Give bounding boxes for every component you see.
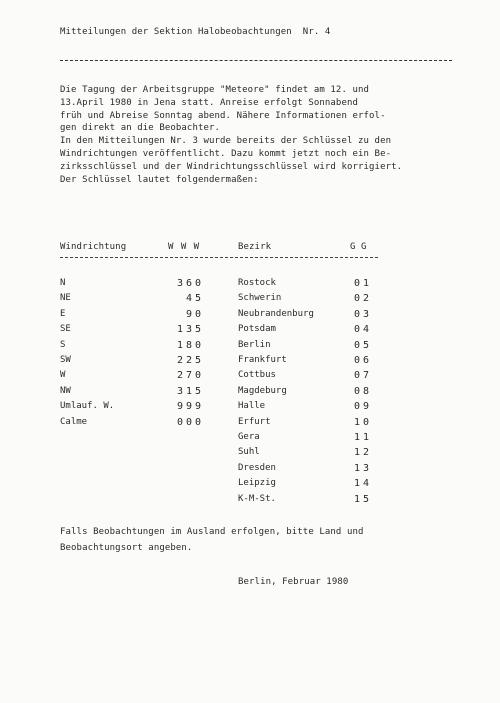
- document-title: Mitteilungen der Sektion Halobeobachtungen Nr. 4: [60, 27, 331, 37]
- footer-paragraph: Falls Beobachtungen im Ausland erfolgen, bitte Land und Beobachtungsort angeben.: [60, 527, 364, 553]
- direction-code: 45: [185, 293, 204, 305]
- district-code: 13: [353, 462, 372, 474]
- district-label: Frankfurt: [238, 355, 287, 365]
- district-code: 01: [353, 278, 372, 289]
- direction-label: N: [60, 278, 66, 288]
- direction-label: Calme: [60, 416, 88, 427]
- table-header-divider: [60, 257, 378, 258]
- district-code: 05: [353, 339, 372, 351]
- district-label: Potsdam: [238, 324, 276, 335]
- header-bezirk: Bezirk: [238, 242, 272, 252]
- district-label: Berlin: [238, 339, 271, 350]
- direction-code: 180: [176, 339, 204, 351]
- district-label: Erfurt: [238, 416, 271, 427]
- district-label: Dresden: [238, 462, 276, 473]
- district-code: 04: [353, 324, 372, 336]
- direction-label: SE: [60, 324, 71, 335]
- direction-code: 135: [176, 324, 204, 336]
- direction-code: 000: [176, 416, 204, 428]
- direction-code: 270: [176, 370, 204, 382]
- district-code: 15: [353, 493, 372, 505]
- district-code: 14: [353, 478, 372, 490]
- header-gg: G G: [350, 242, 367, 252]
- district-label: Cottbus: [238, 370, 276, 381]
- direction-label: Umlauf. W.: [60, 401, 115, 412]
- direction-code: 225: [176, 355, 204, 366]
- direction-label: E: [60, 308, 66, 319]
- header-code: W W W: [168, 242, 201, 252]
- district-label: Schwerin: [238, 293, 282, 304]
- direction-code: 360: [176, 278, 204, 289]
- signature-line: Berlin, Februar 1980: [238, 577, 349, 587]
- direction-code: 999: [176, 401, 204, 413]
- direction-label: S: [60, 339, 66, 350]
- body-paragraph: Die Tagung der Arbeitsgruppe "Meteore" findet am 12. und 13.April 1980 in Jena statt. Anreise erfolgt Sonnabend früh und Abreise Sonntag abend. Nähere Informationen erfol- gen direkt an die Beobachter. In den Mitteilungen Nr. 3 wurde bereits der Schlüssel zu den Windrichtungen veröffentlicht. Dazu kommt jetzt noch ein Be- zirksschlüssel und der Windrichtungsschlüssel wird korrigiert. Der Schlüssel lautet folgendermaßen:: [60, 85, 403, 185]
- district-code: 07: [353, 370, 372, 382]
- district-code: 11: [353, 432, 372, 443]
- district-label: Magdeburg: [238, 385, 287, 396]
- direction-label: SW: [60, 355, 71, 365]
- district-label: Suhl: [238, 447, 260, 458]
- district-code: 06: [353, 355, 372, 366]
- header-windrichtung: Windrichtung: [60, 242, 127, 252]
- district-label: K-M-St.: [238, 493, 276, 504]
- district-code: 08: [353, 385, 372, 397]
- direction-label: NE: [60, 293, 71, 304]
- direction-code: 90: [185, 308, 204, 320]
- district-label: Rostock: [238, 278, 276, 288]
- district-label: Neubrandenburg: [238, 308, 314, 319]
- direction-code: 315: [176, 385, 204, 397]
- district-code: 09: [353, 401, 372, 413]
- district-code: 03: [353, 308, 372, 320]
- district-label: Leipzig: [238, 478, 276, 489]
- district-label: Halle: [238, 401, 266, 412]
- district-code: 10: [353, 416, 372, 428]
- direction-label: NW: [60, 385, 71, 396]
- district-code: 02: [353, 293, 372, 305]
- district-label: Gera: [238, 432, 260, 442]
- direction-label: W: [60, 370, 66, 381]
- district-code: 12: [353, 447, 372, 459]
- title-divider: [60, 60, 452, 61]
